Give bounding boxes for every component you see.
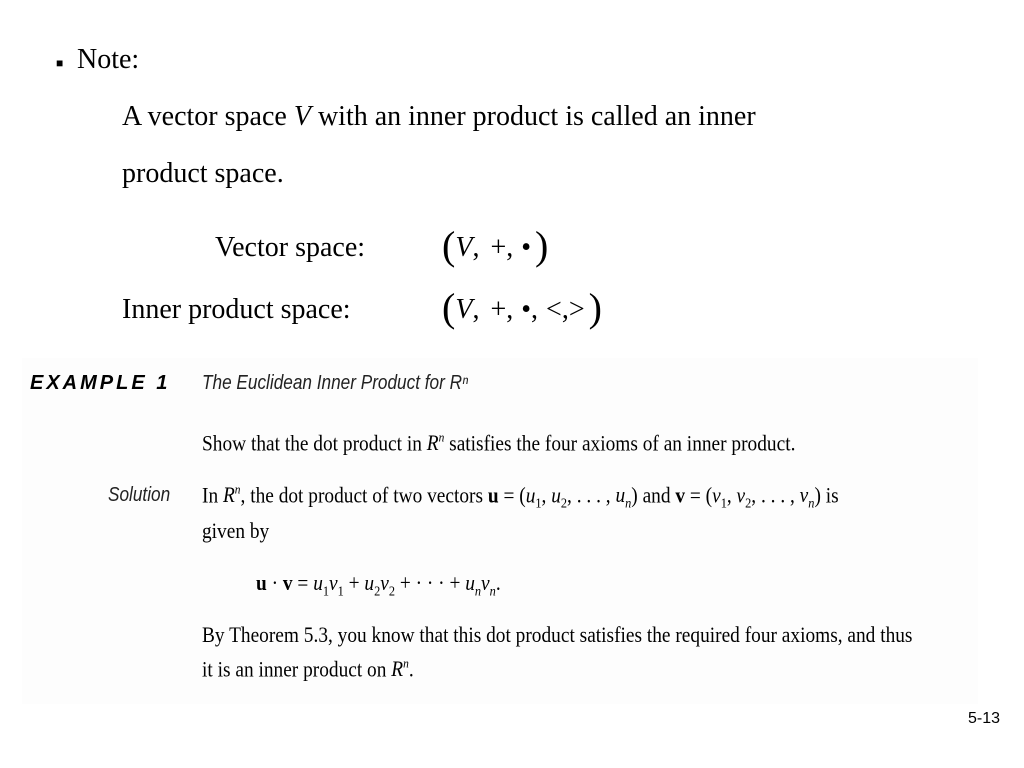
solution-and: and (637, 482, 676, 508)
solution-text: In (202, 482, 223, 508)
definition-line-1 (122, 101, 756, 133)
example-box (22, 358, 978, 704)
definition-text-cont: with an inner product is called an inner (310, 101, 756, 132)
solution-is: is (820, 482, 839, 508)
definition-variable: V (293, 101, 311, 132)
definition-line-2: product space. (122, 158, 284, 189)
inner-product-space-tuple: (V, +, •, <,> ) (442, 285, 602, 330)
vector-space-tuple: (V, +, • ) (442, 223, 549, 268)
example-title: The Euclidean Inner Product for Rⁿ (202, 372, 469, 394)
example-label: EXAMPLE 1 (30, 372, 171, 394)
tuple-dot: • (521, 232, 532, 263)
dot-product-formula: $u \cdot v = u_1v_1 + u_2v_2$ + · · · + $u_nv_n$. (256, 570, 501, 600)
solution-label: Solution (108, 484, 171, 506)
tuple-brackets: <,> (546, 294, 585, 325)
tuple-dot: •, (521, 294, 539, 325)
tuple-v: V (455, 294, 473, 325)
tuple-plus: +, (490, 294, 514, 325)
tuple-v: V (455, 232, 473, 263)
page-number: 5-13 (967, 710, 1000, 727)
statement-text: Show that the dot product in (202, 430, 427, 456)
conclusion-line-1: By Theorem 5.3, you know that this dot product satisfies the required four axioms, and thus (202, 622, 913, 647)
vector-space-label: Vector space: (215, 232, 366, 263)
example-statement: Show that the dot product in $R^n$ satisfies the four axioms of an inner product. (202, 430, 796, 456)
statement-text-cont: satisfies the four axioms of an inner product. (444, 430, 796, 456)
solution-line-2: given by (202, 518, 270, 543)
bullet-icon: ■ (56, 56, 64, 70)
tuple-plus: +, (490, 232, 514, 263)
note-heading: Note: (77, 44, 140, 75)
conclusion-line-2: it is an inner product on $R^n$. (202, 656, 414, 682)
inner-product-space-label: Inner product space: (122, 294, 351, 325)
conclusion-text: it is an inner product on (202, 656, 392, 682)
definition-text: A vector space (122, 101, 294, 132)
solution-text-mid: , the dot product of two vectors (240, 482, 488, 508)
solution-line-1: In $R^n$, the dot product of two vectors $u = (u_1$, $u_2$, . . . , $u_n$) and $v = (v_1$, $v_2$, . . . , $v_n$) is (202, 482, 839, 512)
